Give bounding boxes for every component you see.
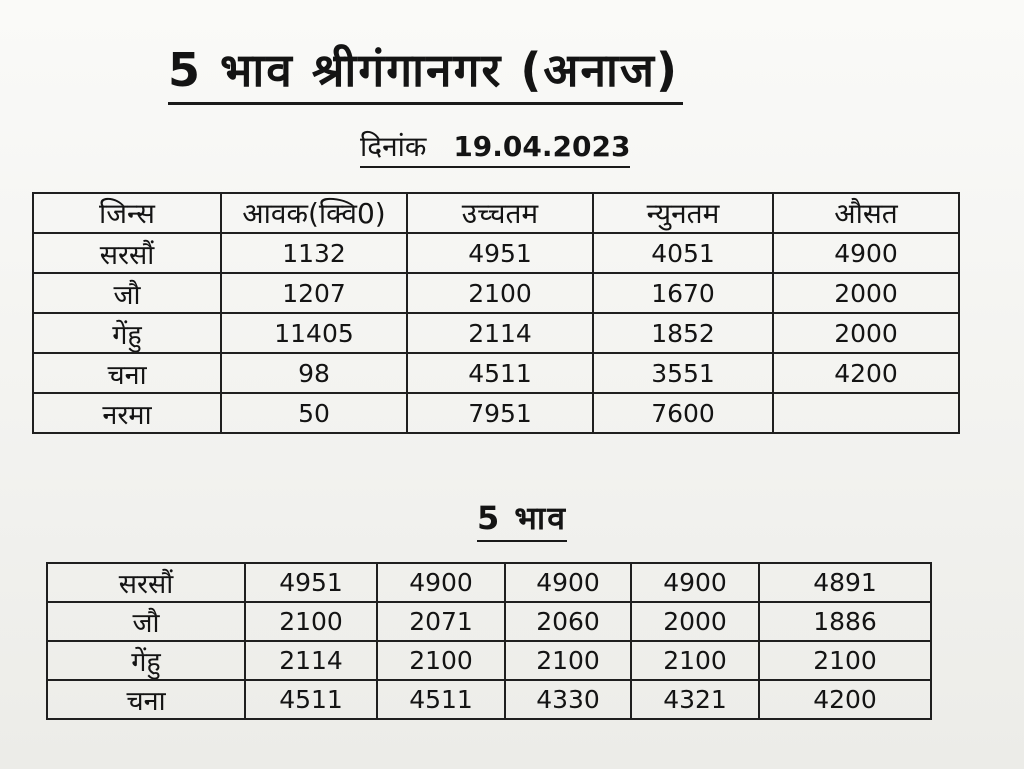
lowest-cell: 7600 bbox=[593, 393, 773, 433]
price-cell: 4900 bbox=[377, 563, 505, 602]
price-cell: 1886 bbox=[759, 602, 931, 641]
date-line bbox=[360, 128, 630, 168]
commodity-cell: जौ bbox=[33, 273, 221, 313]
date-value: 19.04.2023 bbox=[453, 130, 631, 163]
column-header-average: औसत bbox=[773, 193, 959, 233]
table-row bbox=[33, 393, 959, 433]
prices-table bbox=[46, 562, 932, 720]
average-cell bbox=[773, 393, 959, 433]
arrivals-table bbox=[32, 192, 960, 434]
lowest-cell: 1670 bbox=[593, 273, 773, 313]
table-row bbox=[47, 563, 931, 602]
table-header-row bbox=[33, 193, 959, 233]
average-cell: 2000 bbox=[773, 273, 959, 313]
date-label: दिनांक bbox=[360, 130, 427, 163]
commodity-cell: सरसौं bbox=[47, 563, 245, 602]
column-header-arrival: आवक(क्वि0) bbox=[221, 193, 407, 233]
price-cell: 4511 bbox=[377, 680, 505, 719]
highest-cell: 7951 bbox=[407, 393, 593, 433]
section-heading: 5 भाव bbox=[477, 496, 567, 542]
highest-cell: 2114 bbox=[407, 313, 593, 353]
column-header-highest: उच्चतम bbox=[407, 193, 593, 233]
price-cell: 4200 bbox=[759, 680, 931, 719]
price-cell: 2060 bbox=[505, 602, 631, 641]
highest-cell: 4951 bbox=[407, 233, 593, 273]
table-row bbox=[33, 233, 959, 273]
arrival-cell: 98 bbox=[221, 353, 407, 393]
lowest-cell: 3551 bbox=[593, 353, 773, 393]
arrival-cell: 1132 bbox=[221, 233, 407, 273]
commodity-cell: गेंहु bbox=[47, 641, 245, 680]
price-cell: 4511 bbox=[245, 680, 377, 719]
commodity-cell: गेंहु bbox=[33, 313, 221, 353]
price-cell: 4891 bbox=[759, 563, 931, 602]
table-row bbox=[33, 273, 959, 313]
price-cell: 2100 bbox=[377, 641, 505, 680]
average-cell: 4900 bbox=[773, 233, 959, 273]
table-row bbox=[47, 680, 931, 719]
commodity-cell: चना bbox=[33, 353, 221, 393]
table-row bbox=[33, 313, 959, 353]
lowest-cell: 4051 bbox=[593, 233, 773, 273]
highest-cell: 4511 bbox=[407, 353, 593, 393]
commodity-cell: नरमा bbox=[33, 393, 221, 433]
arrival-cell: 1207 bbox=[221, 273, 407, 313]
commodity-cell: चना bbox=[47, 680, 245, 719]
price-cell: 2000 bbox=[631, 602, 759, 641]
highest-cell: 2100 bbox=[407, 273, 593, 313]
table-row bbox=[33, 353, 959, 393]
price-cell: 2114 bbox=[245, 641, 377, 680]
price-cell: 2071 bbox=[377, 602, 505, 641]
price-cell: 4900 bbox=[505, 563, 631, 602]
average-cell: 4200 bbox=[773, 353, 959, 393]
arrival-cell: 11405 bbox=[221, 313, 407, 353]
price-cell: 2100 bbox=[631, 641, 759, 680]
average-cell: 2000 bbox=[773, 313, 959, 353]
commodity-cell: सरसौं bbox=[33, 233, 221, 273]
table-row bbox=[47, 641, 931, 680]
table-row bbox=[47, 602, 931, 641]
column-header-commodity: जिन्स bbox=[33, 193, 221, 233]
price-cell: 2100 bbox=[505, 641, 631, 680]
commodity-cell: जौ bbox=[47, 602, 245, 641]
price-cell: 2100 bbox=[759, 641, 931, 680]
lowest-cell: 1852 bbox=[593, 313, 773, 353]
arrival-cell: 50 bbox=[221, 393, 407, 433]
price-cell: 4330 bbox=[505, 680, 631, 719]
column-header-lowest: न्युनतम bbox=[593, 193, 773, 233]
price-cell: 4951 bbox=[245, 563, 377, 602]
price-cell: 2100 bbox=[245, 602, 377, 641]
price-cell: 4321 bbox=[631, 680, 759, 719]
page-title: 5 भाव श्रीगंगानगर (अनाज) bbox=[168, 40, 683, 105]
price-cell: 4900 bbox=[631, 563, 759, 602]
